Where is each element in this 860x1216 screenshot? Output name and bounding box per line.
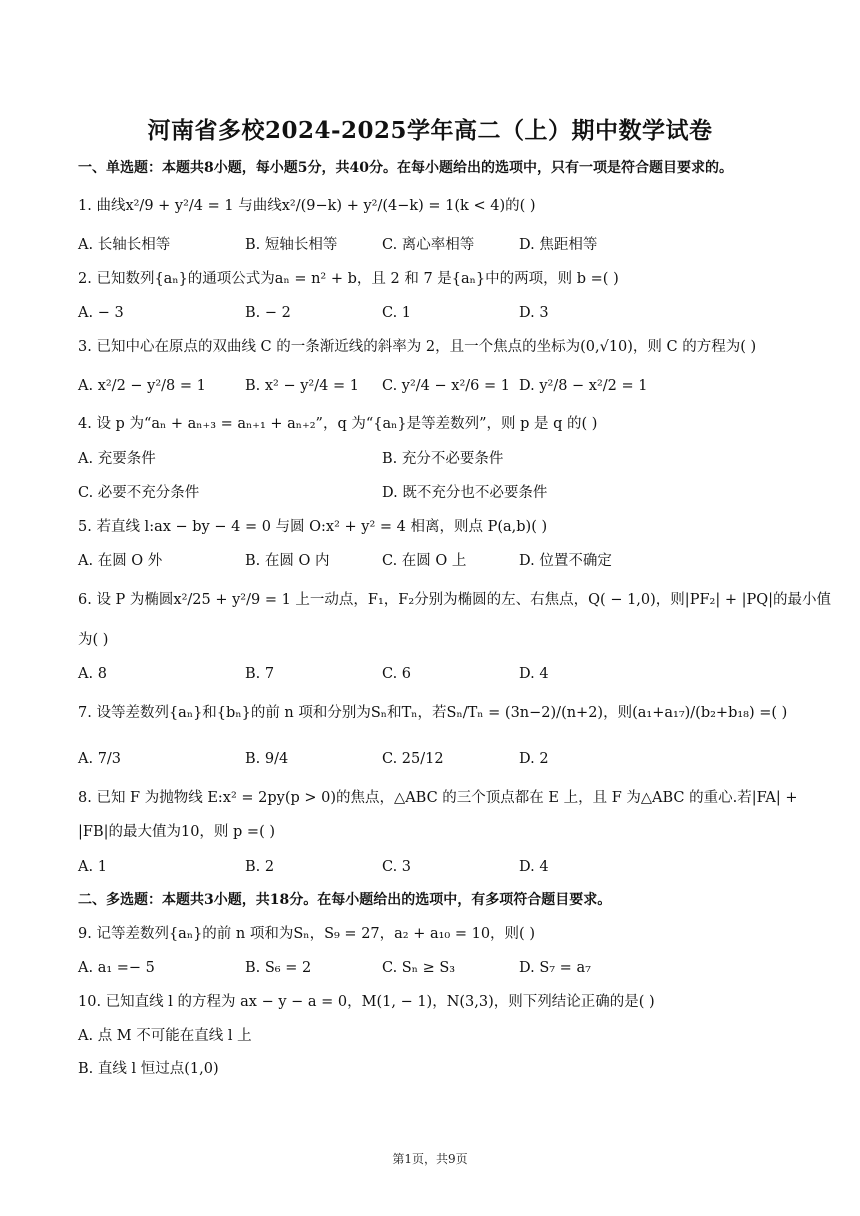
question-3-option-d: D. y²/8 − x²/2 = 1	[519, 378, 648, 394]
question-2-option-b: B. − 2	[245, 305, 291, 321]
section-heading-single-choice: 一、单选题：本题共8小题，每小题5分，共40分。在每小题给出的选项中，只有一项是符合题目要求的。	[78, 160, 733, 176]
question-4-stem: 4. 设 p 为“aₙ + aₙ₊₃ = aₙ₊₁ + aₙ₊₂”，q 为“{aₙ}是等差数列”，则 p 是 q 的( )	[78, 416, 598, 432]
question-2-option-c: C. 1	[382, 305, 412, 321]
section-heading-multiple-choice: 二、多选题：本题共3小题，共18分。在每小题给出的选项中，有多项符合题目要求。	[78, 892, 612, 908]
question-7-option-c: C. 25/12	[382, 751, 444, 767]
question-8-stem: 8. 已知 F 为抛物线 E:x² = 2py(p > 0)的焦点，△ABC 的三个顶点都在 E 上，且 F 为△ABC 的重心.若|FA| +	[78, 790, 798, 806]
question-6-stem: 6. 设 P 为椭圆x²/25 + y²/9 = 1 上一动点，F₁，F₂分别为椭圆的左、右焦点，Q( − 1,0)，则|PF₂| + |PQ|的最小值	[78, 592, 831, 608]
question-7-option-d: D. 2	[519, 751, 549, 767]
question-5-option-a: A. 在圆 O 外	[78, 553, 163, 569]
question-7-stem: 7. 设等差数列{aₙ}和{bₙ}的前 n 项和分别为Sₙ和Tₙ，若Sₙ/Tₙ = (3n−2)/(n+2)，则(a₁+a₁₇)/(b₂+b₁₈) =( )	[78, 705, 788, 721]
question-2-stem: 2. 已知数列{aₙ}的通项公式为aₙ = n² + b，且 2 和 7 是{aₙ}中的两项，则 b =( )	[78, 271, 619, 287]
question-8-option-b: B. 2	[245, 859, 275, 875]
question-3-option-a: A. x²/2 − y²/8 = 1	[78, 378, 206, 394]
question-3-stem: 3. 已知中心在原点的双曲线 C 的一条渐近线的斜率为 2，且一个焦点的坐标为(0,√10)，则 C 的方程为( )	[78, 339, 757, 355]
question-5-stem: 5. 若直线 l:ax − by − 4 = 0 与圆 O:x² + y² = 4 相离，则点 P(a,b)( )	[78, 519, 548, 535]
question-6-option-a: A. 8	[78, 666, 107, 682]
question-3-option-c: C. y²/4 − x²/6 = 1	[382, 378, 510, 394]
question-9-stem: 9. 记等差数列{aₙ}的前 n 项和为Sₙ，S₉ = 27，a₂ + a₁₀ = 10，则( )	[78, 926, 535, 942]
question-4-option-a: A. 充要条件	[78, 451, 156, 467]
question-2-option-a: A. − 3	[78, 305, 124, 321]
question-7-option-a: A. 7/3	[78, 751, 122, 767]
question-10-option-a: A. 点 M 不可能在直线 l 上	[78, 1028, 252, 1044]
question-1-option-a: A. 长轴长相等	[78, 237, 171, 253]
question-9-option-a: A. a₁ =− 5	[78, 960, 155, 976]
question-8-option-c: C. 3	[382, 859, 412, 875]
question-6-option-b: B. 7	[245, 666, 275, 682]
question-4-option-d: D. 既不充分也不必要条件	[382, 485, 548, 501]
question-6-option-c: C. 6	[382, 666, 412, 682]
question-8-stem-continued: |FB|的最大值为10，则 p =( )	[78, 824, 276, 840]
question-1-stem: 1. 曲线x²/9 + y²/4 = 1 与曲线x²/(9−k) + y²/(4−k) = 1(k < 4)的( )	[78, 198, 536, 214]
question-1-option-b: B. 短轴长相等	[245, 237, 338, 253]
page-title: 河南省多校2024-2025学年高二（上）期中数学试卷	[147, 117, 713, 144]
question-8-option-d: D. 4	[519, 859, 549, 875]
question-9-option-c: C. Sₙ ≥ S₃	[382, 960, 456, 976]
question-6-option-d: D. 4	[519, 666, 549, 682]
question-2-option-d: D. 3	[519, 305, 549, 321]
question-10-stem: 10. 已知直线 l 的方程为 ax − y − a = 0，M(1, − 1)，N(3,3)，则下列结论正确的是( )	[78, 994, 655, 1010]
question-4-option-b: B. 充分不必要条件	[382, 451, 504, 467]
question-6-stem-continued: 为( )	[78, 632, 109, 648]
question-3-option-b: B. x² − y²/4 = 1	[245, 378, 359, 394]
question-1-option-c: C. 离心率相等	[382, 237, 475, 253]
question-10-option-b: B. 直线 l 恒过点(1,0)	[78, 1061, 219, 1077]
question-5-option-b: B. 在圆 O 内	[245, 553, 330, 569]
question-8-option-a: A. 1	[78, 859, 107, 875]
question-9-option-b: B. S₆ = 2	[245, 960, 312, 976]
question-5-option-c: C. 在圆 O 上	[382, 553, 467, 569]
page-footer: 第1页，共9页	[392, 1152, 468, 1166]
question-9-option-d: D. S₇ = a₇	[519, 960, 591, 976]
question-5-option-d: D. 位置不确定	[519, 553, 612, 569]
question-4-option-c: C. 必要不充分条件	[78, 485, 200, 501]
question-1-option-d: D. 焦距相等	[519, 237, 598, 253]
question-7-option-b: B. 9/4	[245, 751, 289, 767]
